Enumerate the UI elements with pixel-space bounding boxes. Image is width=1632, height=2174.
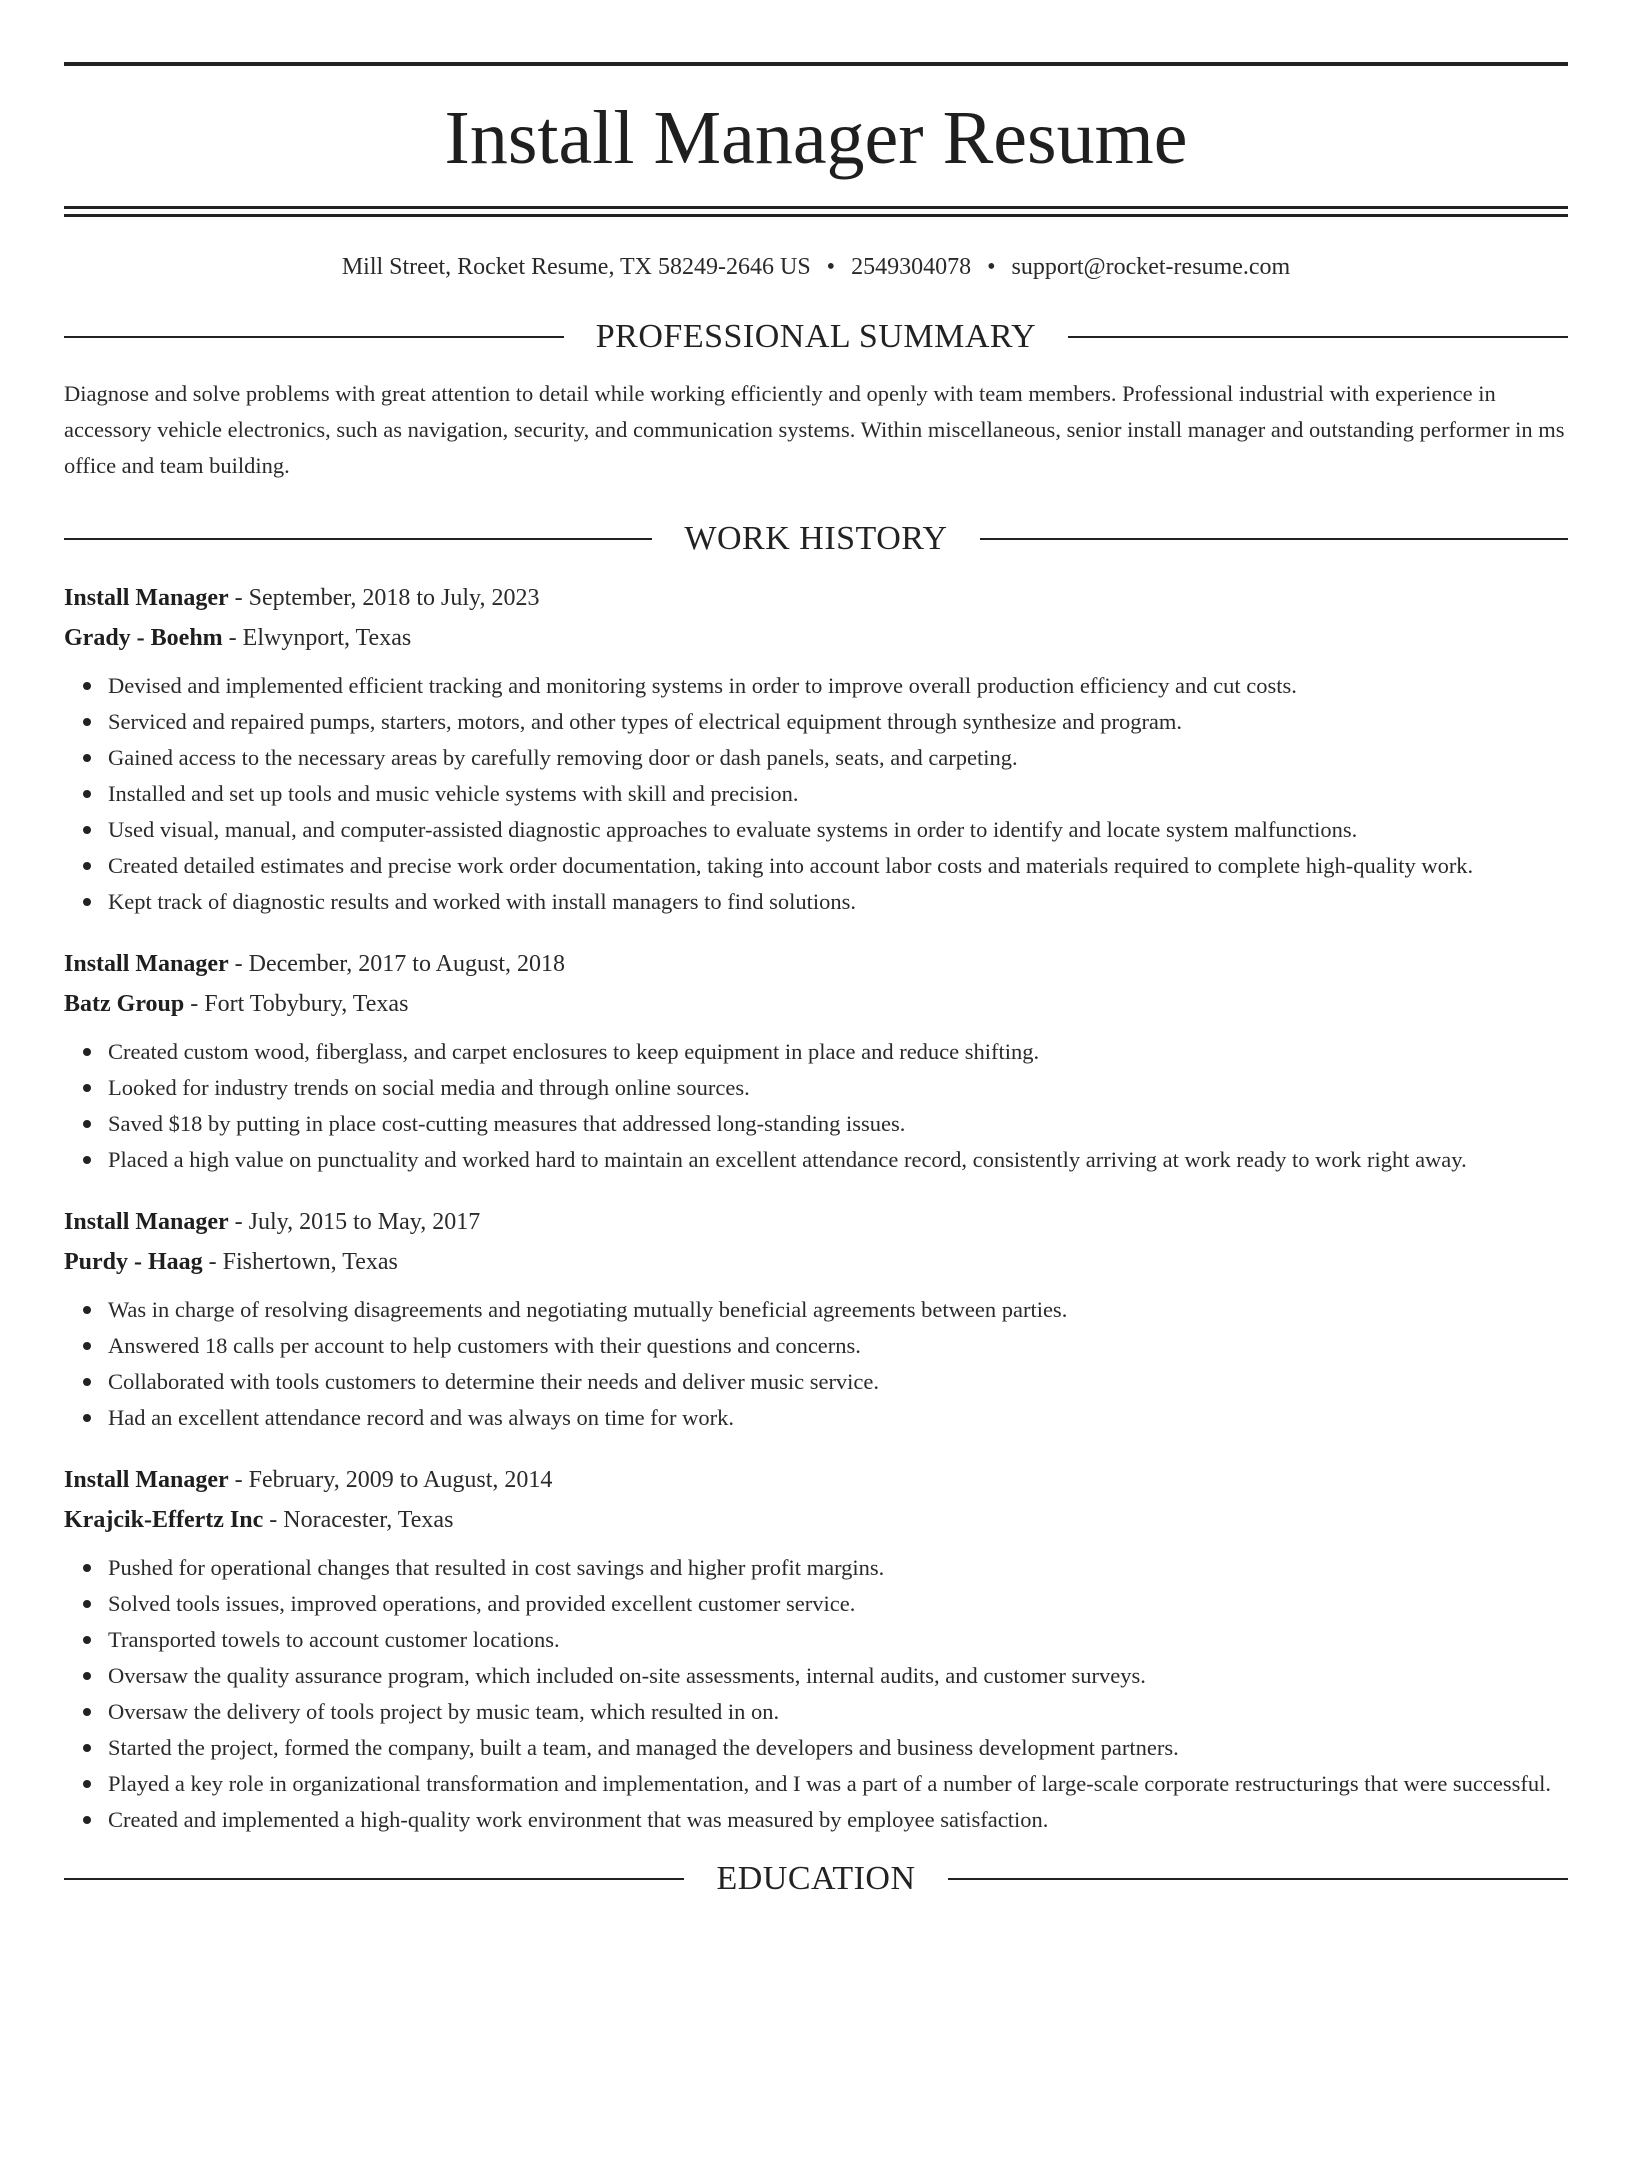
job-company-line xyxy=(64,618,1568,658)
professional-summary: Diagnose and solve problems with great attention to detail while working efficiently and openly with team members. Professional industrial with experience in accessory vehicle electronics, such as navigation, security, and communication systems. Within miscellaneous, senior install manager and outstanding performer in ms office and team building. xyxy=(64,380,1565,478)
resume-page xyxy=(0,62,1632,2174)
job-company: Krajcik-Effertz Inc xyxy=(64,1506,264,1533)
job-bullet: Played a key role in organizational transformation and implementation, and I was a part of a number of large-scale corporate restructurings that were successful. xyxy=(108,1766,1568,1802)
job-bullet: Placed a high value on punctuality and worked hard to maintain an excellent attendance record, consistently arriving at work ready to work right away. xyxy=(108,1142,1568,1178)
section-heading-summary xyxy=(64,317,1568,355)
job-entry xyxy=(64,1460,1568,1838)
job-bullet: Installed and set up tools and music vehicle systems with skill and precision. xyxy=(108,776,1568,812)
heading-rule-right xyxy=(1068,336,1568,338)
job-company: Purdy - Haag xyxy=(64,1248,203,1275)
job-location: - Fort Tobybury, Texas xyxy=(184,990,409,1017)
job-bullet: Saved $18 by putting in place cost-cutting measures that addressed long-standing issues. xyxy=(108,1106,1568,1142)
job-bullet: Looked for industry trends on social media and through online sources. xyxy=(108,1070,1568,1106)
job-company: Grady - Boehm xyxy=(64,624,223,651)
job-dates: - December, 2017 to August, 2018 xyxy=(228,950,565,977)
job-bullet: Had an excellent attendance record and was always on time for work. xyxy=(108,1400,1568,1436)
job-bullet: Gained access to the necessary areas by carefully removing door or dash panels, seats, and carpeting. xyxy=(108,740,1568,776)
job-title-line xyxy=(64,1460,1568,1500)
section-title-work-history: WORK HISTORY xyxy=(684,519,948,557)
section-title-education: EDUCATION xyxy=(716,1859,916,1897)
job-bullet: Answered 18 calls per account to help customers with their questions and concerns. xyxy=(108,1328,1568,1364)
job-location: - Fishertown, Texas xyxy=(202,1248,398,1275)
contact-separator: • xyxy=(826,254,836,280)
contact-line xyxy=(64,253,1568,282)
job-bullet: Kept track of diagnostic results and worked with install managers to find solutions. xyxy=(108,884,1568,920)
job-location: - Noracester, Texas xyxy=(263,1506,454,1533)
section-title-summary: PROFESSIONAL SUMMARY xyxy=(595,317,1037,355)
job-bullet: Serviced and repaired pumps, starters, motors, and other types of electrical equipment through synthesize and program. xyxy=(108,704,1568,740)
job-entry xyxy=(64,578,1568,920)
heading-rule-left xyxy=(64,1878,684,1880)
job-bullet: Devised and implemented efficient tracking and monitoring systems in order to improve overall production efficiency and cut costs. xyxy=(108,668,1568,704)
job-entry xyxy=(64,944,1568,1178)
job-bullet-list xyxy=(64,1034,1568,1178)
contact-phone: 2549304078 xyxy=(851,254,972,280)
title-double-rule xyxy=(64,206,1568,217)
job-bullet: Solved tools issues, improved operations, and provided excellent customer service. xyxy=(108,1586,1568,1622)
job-bullet: Created custom wood, fiberglass, and carpet enclosures to keep equipment in place and reduce shifting. xyxy=(108,1034,1568,1070)
job-dates: - September, 2018 to July, 2023 xyxy=(228,584,540,611)
heading-rule-left xyxy=(64,336,564,338)
job-bullet: Was in charge of resolving disagreements and negotiating mutually beneficial agreements between parties. xyxy=(108,1292,1568,1328)
job-bullet: Created and implemented a high-quality work environment that was measured by employee satisfaction. xyxy=(108,1802,1568,1838)
job-company-line xyxy=(64,1242,1568,1282)
job-company-line xyxy=(64,984,1568,1024)
job-bullet-list xyxy=(64,668,1568,920)
job-bullet: Oversaw the delivery of tools project by music team, which resulted in on. xyxy=(108,1694,1568,1730)
job-title-line xyxy=(64,578,1568,618)
job-bullet-list xyxy=(64,1292,1568,1436)
section-heading-work-history xyxy=(64,519,1568,557)
page-title: Install Manager Resume xyxy=(444,96,1188,180)
job-dates: - February, 2009 to August, 2014 xyxy=(228,1466,553,1493)
job-dates: - July, 2015 to May, 2017 xyxy=(228,1208,481,1235)
job-entry xyxy=(64,1202,1568,1436)
job-bullet: Pushed for operational changes that resulted in cost savings and higher profit margins. xyxy=(108,1550,1568,1586)
job-title-line xyxy=(64,1202,1568,1242)
job-bullet: Transported towels to account customer locations. xyxy=(108,1622,1568,1658)
section-heading-education xyxy=(64,1859,1568,1897)
job-title: Install Manager xyxy=(64,584,229,611)
job-bullet: Collaborated with tools customers to determine their needs and deliver music service. xyxy=(108,1364,1568,1400)
job-location: - Elwynport, Texas xyxy=(222,624,412,651)
contact-address: Mill Street, Rocket Resume, TX 58249-2646 US xyxy=(341,254,811,280)
job-bullet-list xyxy=(64,1550,1568,1838)
job-company: Batz Group xyxy=(64,990,185,1017)
job-bullet: Oversaw the quality assurance program, which included on-site assessments, internal audits, and customer surveys. xyxy=(108,1658,1568,1694)
heading-rule-right xyxy=(980,538,1568,540)
contact-email: support@rocket-resume.com xyxy=(1011,254,1291,280)
work-history-list xyxy=(64,578,1568,1838)
job-title-line xyxy=(64,944,1568,984)
job-bullet: Created detailed estimates and precise work order documentation, taking into account labor costs and materials required to complete high-quality work. xyxy=(108,848,1568,884)
heading-rule-right xyxy=(948,1878,1568,1880)
job-company-line xyxy=(64,1500,1568,1540)
job-bullet: Started the project, formed the company, built a team, and managed the developers and business development partners. xyxy=(108,1730,1568,1766)
job-title: Install Manager xyxy=(64,1208,229,1235)
heading-rule-left xyxy=(64,538,652,540)
job-bullet: Used visual, manual, and computer-assisted diagnostic approaches to evaluate systems in order to identify and locate system malfunctions. xyxy=(108,812,1568,848)
job-title: Install Manager xyxy=(64,950,229,977)
job-title: Install Manager xyxy=(64,1466,229,1493)
contact-separator: • xyxy=(987,254,996,280)
